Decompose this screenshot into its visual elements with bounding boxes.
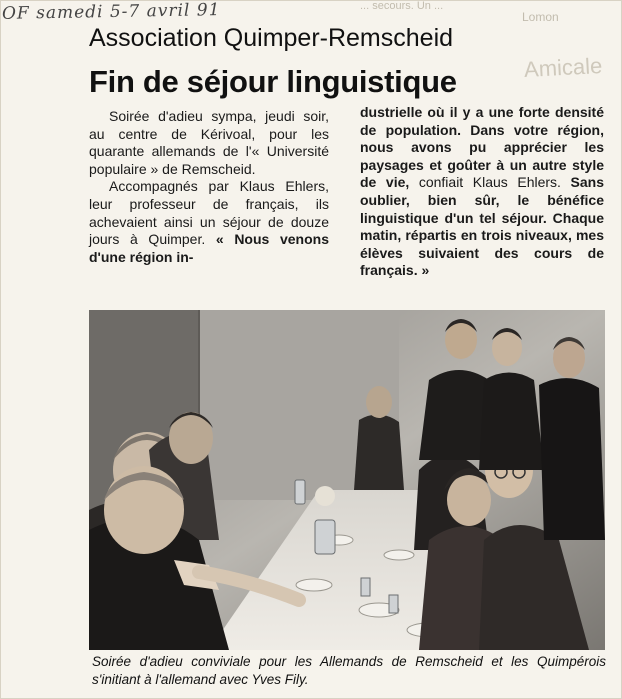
- quote-part-1: dustrielle où il y a une forte densité de population. Dans votre région, nous avons pu apprécier les paysages et goûter à un autre style de vie,: [360, 104, 604, 191]
- handwritten-date-note: OF samedi 5-7 avril 91: [1, 0, 221, 24]
- bleed-through-text: ... secours. Un ...: [360, 0, 444, 12]
- quote-start: « Nous venons d'une région in-: [89, 231, 329, 265]
- quote-part-2: Sans oublier, bien sûr, le bénéfice linguistique d'un tel séjour. Chaque matin, répartis en trois niveaux, mes élèves suivaient des cours de français. »: [360, 174, 604, 279]
- article-headline: Fin de séjour linguistique: [89, 64, 457, 99]
- paragraph-intro: Soirée d'adieu sympa, jeudi soir, au centre de Kérivoal, pour les quarante allemands de l'« Université populaire » de Remscheid.: [89, 108, 329, 177]
- photo-caption-text: Soirée d'adieu conviviale pour les Allemands de Remscheid et les Quimpérois s'initiant à l'allemand avec Yves Fily.: [92, 654, 606, 687]
- photo-caption: [92, 653, 606, 689]
- paragraph-context: [89, 178, 329, 266]
- bleed-through-text: Lomon: [522, 10, 559, 24]
- article-column-left: [89, 108, 329, 266]
- quote-attribution: confiait Klaus Ehlers.: [409, 174, 571, 191]
- bleed-through-text: Amicale: [523, 52, 603, 83]
- paragraph-quote: [360, 104, 604, 280]
- paragraph-context-text: Accompagnés par Klaus Ehlers, leur professeur de français, ils achevaient ainsi un séjour de douze jours à Quimper.: [89, 178, 329, 248]
- article-kicker: Association Quimper-Remscheid: [89, 24, 454, 52]
- dinner-photo-illustration: [89, 310, 605, 650]
- article-photo: [89, 310, 605, 650]
- article-column-right: [360, 104, 604, 280]
